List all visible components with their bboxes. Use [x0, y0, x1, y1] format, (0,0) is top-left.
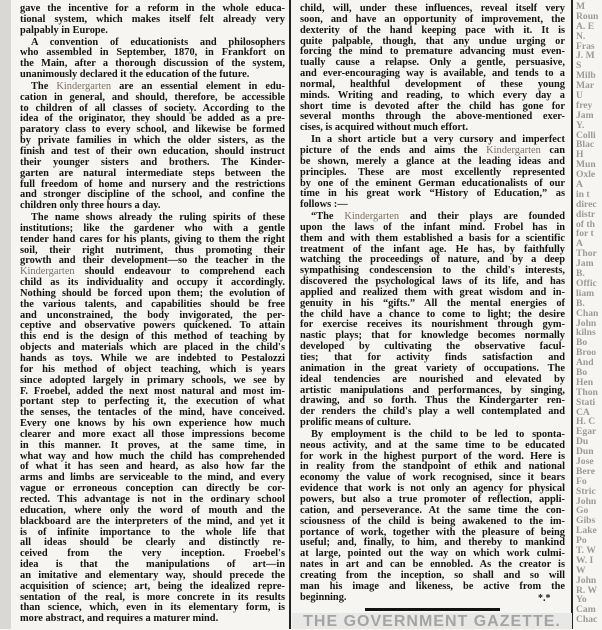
text-line-fragment: Dun [576, 446, 594, 458]
text-line-fragment: Blac [576, 139, 595, 151]
text-line-fragment: Yo [576, 594, 587, 606]
text-line: gave the incentive for a reform in the whole educa- [20, 3, 285, 14]
text-line-fragment: Stati [576, 396, 596, 408]
text-line: for exercise receives its nourishment through gym- [300, 319, 565, 331]
text-line: them and with them established a basis for a scientific [300, 232, 565, 244]
text-line-fragment: Colli [576, 129, 596, 141]
text-line: treatment of the infant age. He has, by faithfully [300, 243, 565, 255]
text-line: watching the proceedings of nature, and by a deep [300, 254, 565, 266]
text-line: all ideas should be clearly and distinctly re- [20, 537, 285, 549]
text-line-fragment: Bo [576, 366, 588, 378]
text-line-fragment: Oxle [576, 169, 596, 181]
text-line: portance of work, together with the pleasure of being [300, 526, 565, 538]
text-line-fragment: Bo [576, 337, 588, 349]
highlighted-term: Kindergarten [56, 80, 112, 92]
text-line: clearer and more exact all those impressions become [20, 428, 285, 440]
text-line: in this manner. It proves, at the same time, in [20, 439, 285, 451]
text-line-fragment: Go [576, 505, 589, 517]
text-line: for work in the highest purport of the word. Here is [300, 450, 565, 462]
paragraph [20, 4, 285, 37]
text-line: child as its individuality and occupy it accordingly. [20, 277, 285, 289]
text-line-fragment: for t [576, 228, 594, 240]
text-line: der renders the child's play a well contemplated and [300, 406, 565, 418]
text-line: the various talents, and capabilities should be free [20, 298, 285, 310]
text-line: in reality from the standpoint of ethik and national [300, 461, 565, 473]
text-line: at large, pointed out the way on which work culmi- [300, 548, 565, 560]
paragraph [300, 135, 565, 211]
text-line: forcing the mind to premature advancing must even- [300, 46, 565, 58]
text-line: nates in art and can be ennobled. As the creator is [300, 559, 565, 571]
text-line-fragment: Thor [576, 248, 597, 260]
paragraph [20, 38, 285, 81]
text-line: normal, healthful development of these young [300, 78, 565, 90]
text-line: idea of the originator, they should be added as a pre- [20, 113, 285, 125]
text-line-fragment: Du [576, 436, 589, 448]
text-line: acquisition of science; art, being the idealized repre- [20, 580, 285, 592]
text-line: unanimously declared it the education of the future. [20, 69, 250, 81]
text-line: creating from the inception, so shall and so will [300, 569, 565, 581]
paragraph [20, 213, 285, 625]
text-line-fragment: Chac [576, 614, 598, 626]
text-line-fragment: Jam [576, 258, 594, 270]
text-line: applied and realized them with great wisdom and in- [300, 286, 565, 298]
text-line-fragment: W [576, 564, 586, 576]
text-line: cation, and perseverance. At the same time the con- [300, 504, 565, 516]
text-line: hands as toys. While we are indebted to Pestalozzi [20, 353, 285, 364]
highlighted-term: Kindergarten [20, 266, 75, 278]
text-line: nastic plays; that for knowledge becomes normally [300, 330, 565, 342]
text-line-fragment: A. E [576, 20, 595, 32]
text-line: tender hand cares for his plants, giving to them the right [20, 233, 285, 245]
text-line-fragment: Thon [576, 386, 598, 398]
text-line: artistic manipulations and performances, by singing, [300, 384, 565, 396]
text-line-fragment: Offic [576, 277, 597, 289]
text-line: arms and limbs are serviceable to the mind, and every [20, 472, 285, 484]
text-line-fragment: A [576, 179, 583, 191]
text-line: what way and how much the child has comprehended [20, 450, 285, 462]
text-line: full freedom of home and nursery and the restrictions [20, 178, 285, 190]
text-line: minds. Writing and reading, to which every day a [300, 89, 565, 101]
scan-edge [0, 0, 11, 629]
highlighted-term: Kindergarten [344, 211, 400, 223]
text-line-fragment: B. [576, 297, 585, 309]
text-line: and unconstrained, the body invigorated, the per- [20, 309, 285, 321]
text-line: than science, which, even in its elementary form, is [20, 602, 285, 614]
text-line: the senses, the tentacles of the mind, have conceived. [20, 407, 285, 419]
text-line-fragment: Mar [576, 80, 595, 92]
text-line: powers, but also a true promoter of reflection, appli- [300, 493, 565, 505]
text-line-fragment: of th [576, 218, 595, 230]
text-line: rected. This advantage is not in the ordinary school [20, 493, 285, 505]
text-line-fragment: Y. [576, 119, 585, 131]
text-line-fragment: John [576, 317, 597, 329]
text-line: institutions; like the gardener who with a gentle [20, 222, 285, 234]
text-line: sciousness of the child is being awakened to the im- [300, 515, 565, 527]
text-line-fragment: Stric [576, 485, 596, 497]
paragraph [20, 82, 285, 212]
text-line: several months through the above-mentioned exer- [300, 111, 565, 123]
text-line: finish and test of their own education, should instruct [20, 145, 285, 157]
text-line-fragment: Jose [576, 455, 594, 467]
text-line-fragment: Jam [576, 109, 594, 121]
text-line-fragment: H [576, 149, 584, 161]
paragraph [300, 212, 565, 429]
text-line-fragment: Po [576, 535, 587, 547]
text-line: time in his great work “History of Education,” as [300, 188, 565, 200]
text-line-fragment: Roun [576, 10, 599, 22]
text-line: sentation of the real, is more concrete in its results [20, 591, 285, 603]
text-line: evidence that work is not only an agency for physical [300, 483, 565, 495]
text-line-fragment: liam [576, 287, 595, 299]
text-line: useful; and, finally, to him, and thereby to mankind [300, 537, 565, 549]
text-line: children only three hours a day. [20, 200, 161, 212]
column-divider [571, 0, 573, 629]
text-line: dexterity of the hand keeping pace with it. It is [300, 24, 565, 36]
column-divider [289, 0, 291, 629]
text-line-fragment: John [576, 574, 597, 586]
text-line-fragment: Hen [576, 376, 594, 388]
text-line-fragment: Fras [576, 40, 595, 52]
text-line-fragment: M [576, 2, 586, 12]
text-line: The Kindergarten are an essential element in edu- [31, 80, 285, 92]
text-line-fragment: Fo [576, 475, 587, 487]
text-line: Every one knows by his own experience how much [20, 418, 285, 430]
text-line-fragment: H. C [576, 416, 596, 428]
text-line: the child have a chance to come to light; the desire [300, 308, 565, 320]
text-line: short time is devoted after the child has gone for [300, 100, 565, 112]
text-line: ideal tendencies are nourished and elevated by [300, 373, 565, 385]
text-line-fragment: J. M [576, 50, 595, 62]
text-line-fragment: CA [576, 406, 590, 418]
left-article-column [20, 4, 285, 626]
text-line: F. Froebel, added the next most natural and most im- [20, 385, 285, 397]
text-line-fragment: John [576, 495, 597, 507]
text-line: palpably in Europe. [20, 24, 108, 36]
text-line: vague or erroneous conception can directly be cor- [20, 483, 285, 495]
text-line-fragment: distr [576, 208, 596, 220]
text-line-fragment: in t [576, 188, 590, 200]
text-line: tional system, which makes itself felt already very [20, 13, 285, 25]
text-line: genuity in his “gifts.” All the mental energies of [300, 297, 565, 309]
text-line-fragment: Bere [576, 465, 596, 477]
text-line-fragment: Broo [576, 347, 597, 359]
text-line: discovered the psychological laws of its life, and has [300, 276, 565, 288]
text-line: be shown, merely a glance at the leading ideas and [300, 155, 565, 167]
text-line: tually cause a relapse. Only a gentle, persuasive, [300, 57, 565, 69]
text-line: follows :— [300, 199, 348, 211]
text-line: portant step to perfecting it, the execution of what [20, 396, 285, 408]
text-line: garten are natural intermediate steps between the [20, 167, 285, 179]
text-line-fragment: R. W [576, 584, 598, 596]
text-line-fragment: frey [576, 99, 593, 111]
text-line: beginning. [300, 591, 347, 603]
text-line-fragment: Gibs [576, 515, 596, 527]
text-line: to children of all classes of society. According to the [20, 102, 285, 114]
text-line: soon, and have an opportunity of improvement, the [300, 13, 565, 25]
text-line: picture of the ends and aims the Kindergarten can [300, 144, 566, 156]
text-line: ties; that for activity finds satisfaction and [300, 352, 565, 363]
text-line: The name shows already the ruling spirits of these [31, 212, 285, 224]
text-line-fragment: Mun [576, 159, 596, 171]
text-line: and stronger discipline of the school, and confine the [20, 189, 285, 201]
text-line: this end is the design of this method of teaching by [20, 331, 285, 343]
paragraph [300, 430, 565, 604]
text-line: principles. These are most excellently represented [300, 166, 565, 178]
text-line: By employment is the child to be led to sponta- [311, 428, 565, 440]
text-line: man his image and likeness, be active from the [300, 580, 565, 592]
text-line: is of infinite importance to the whole life that [20, 526, 285, 538]
text-line-fragment: S [576, 60, 582, 72]
text-line-fragment: Lake [576, 525, 597, 537]
text-line: education, where only the word of mouth and the [20, 504, 285, 516]
text-line: blackboard are the interpreters of the mind, and yet it [20, 515, 285, 527]
text-line-fragment: And [576, 357, 594, 369]
text-line: cises, is acquired without much effort. [300, 122, 469, 134]
text-line: sympathising condescension to the child's interests, [300, 265, 565, 277]
text-line: their younger sisters and brothers. The Kinder- [20, 156, 285, 168]
text-line: since adopted largely in primary schools, we see by [20, 374, 285, 386]
text-line-fragment: B. [576, 268, 585, 280]
text-line: idea is that the manipulations of art—in [20, 559, 285, 571]
text-line: A convention of educationists and philosophers [31, 36, 285, 48]
text-line: growth and their development—so the teacher in the [20, 255, 285, 267]
text-line: animation in the great variety of occupations. The [300, 362, 565, 374]
text-line: an imitative and elementary way, should precede the [20, 569, 285, 581]
end-asterism: *.* [538, 593, 551, 604]
text-line: of what it has seen and heard, as also how far the [20, 461, 285, 473]
text-line: who assembled in September, 1870, in Frankfort on [20, 47, 285, 59]
text-line: prolific means of culture. [300, 417, 412, 429]
text-line: Nothing should be forced upon them; the evolution of [20, 287, 285, 299]
text-line: for his method of object teaching, which is years [20, 363, 285, 375]
text-line-fragment: Chan [576, 307, 599, 319]
text-line: drawing, and so forth. Thus the Kindergarter ren- [300, 395, 565, 407]
text-line: developed by cultivating the observative facul- [300, 341, 565, 353]
text-line: In a short article but a very cursory and imperfect [311, 134, 565, 146]
section-rule [365, 608, 500, 611]
text-line: neous activity, and at the same time to be educated [300, 439, 565, 451]
text-line: economy the value of work recognised, since it bears [300, 472, 565, 484]
text-line: ceived from the very inception. Froebel's [20, 548, 285, 560]
masthead-title: THE GOVERNMENT GAZETTE. [292, 613, 572, 629]
text-line: more abstract, and requires a maturer mind. [20, 613, 219, 625]
highlighted-term: Kindergarten [486, 144, 541, 156]
text-line-fragment: kilns [576, 327, 596, 339]
text-line: cation in general, and should, therefore, be accessible [20, 91, 285, 103]
text-line: and ever-encouraging way is available, and tends to a [300, 68, 565, 80]
text-line: child, will, under these influences, reveal itself very [300, 3, 565, 14]
adjacent-column-fragment [576, 2, 602, 625]
text-line: Kindergarten should endeavour to comprehend each [20, 266, 285, 278]
text-line-fragment: Cam [576, 604, 596, 616]
text-line-fragment: T. W [576, 544, 596, 556]
text-line: quite palpable, though, that any undue urging or [300, 35, 565, 47]
text-line: ceptive and observative powers quickened. To attain [20, 320, 285, 332]
text-line: paratory class to every school, and likewise be formed [20, 124, 285, 136]
text-line: upon the laws of the infant mind. Frobel has in [300, 221, 565, 233]
text-line-fragment: Milb [576, 70, 596, 82]
text-line-fragment: direc [576, 198, 597, 210]
text-line-fragment: U [576, 90, 583, 102]
paragraph [300, 4, 565, 134]
text-line-fragment: Egar [576, 426, 597, 438]
text-line: objects and materials which are placed in the child's [20, 342, 285, 354]
text-line-fragment: W. I [576, 554, 594, 566]
text-line-fragment: A [576, 238, 583, 250]
text-line: by private families in which the older sisters, as the [20, 135, 285, 147]
right-article-column [300, 4, 565, 604]
text-line: by one of the eminent German educationalists of our [300, 177, 565, 189]
text-line: the Main, after a thorough discussion of the system, [20, 58, 285, 70]
text-line: “The Kindergarten and their plays are founded [311, 211, 565, 223]
text-line: soil, their right nutriment, thus promoting their [20, 244, 285, 256]
text-line-fragment: N. [576, 30, 586, 42]
